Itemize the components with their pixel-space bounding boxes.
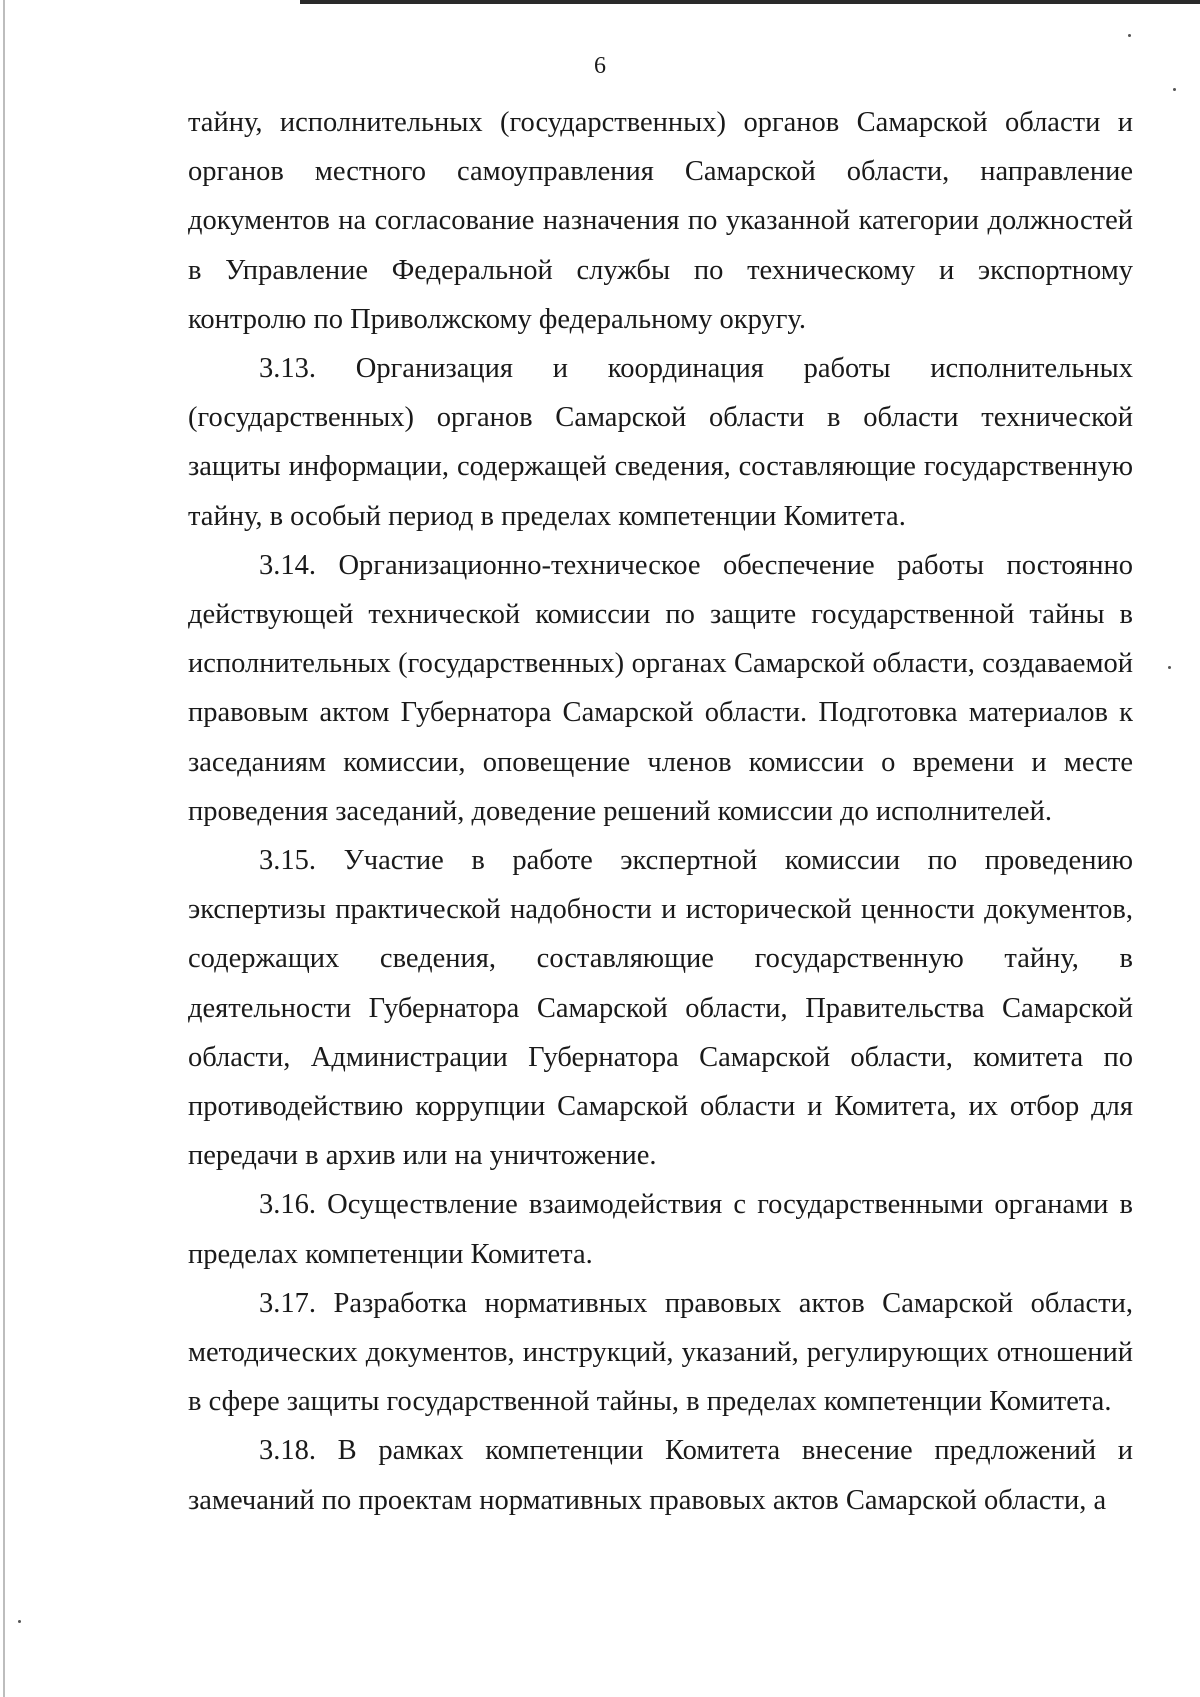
scan-speck <box>1128 34 1131 37</box>
paragraph-3-16: 3.16. Осуществление взаимодействия с государственными органами в пределах компетенции Комитета. <box>188 1189 1133 1270</box>
scan-speck <box>1173 88 1176 91</box>
document-body <box>188 98 1133 1525</box>
paragraph-3-14: 3.14. Организационно-техническое обеспечение работы постоянно действующей технической комиссии по защите государственной тайны в исполнительных (государственных) органах Самарской области, создаваемой правовым актом Губернатора Самарской области. Подготовка материалов к заседаниям комиссии, оповещение членов комиссии о времени и месте проведения заседаний, доведение решений комиссии до исполнителей. <box>188 549 1133 827</box>
scan-speck <box>18 1620 21 1623</box>
page-number: 6 <box>594 53 606 79</box>
paragraph-3-13: 3.13. Организация и координация работы исполнительных (государственных) органов Самарской области в области технической защиты информации, содержащей сведения, составляющие государственную тайну, в особый период в пределах компетенции Комитета. <box>188 353 1133 532</box>
paragraph-3-15: 3.15. Участие в работе экспертной комиссии по проведению экспертизы практической надобности и исторической ценности документов, содержащих сведения, составляющие государственную тайну, в деятельности Губернатора Самарской области, Правительства Самарской области, Администрации Губернатора Самарской области, комитета по противодействию коррупции Самарской области и Комитета, их отбор для передачи в архив или на уничтожение. <box>188 845 1133 1172</box>
scan-edge-left <box>3 0 5 1697</box>
paragraph-3-18: 3.18. В рамках компетенции Комитета внесение предложений и замечаний по проектам нормативных правовых актов Самарской области, а <box>188 1435 1133 1516</box>
paragraph-3-17: 3.17. Разработка нормативных правовых актов Самарской области, методических документов, инструкций, указаний, регулирующих отношений в сфере защиты государственной тайны, в пределах компетенции Комитета. <box>188 1287 1133 1418</box>
paragraph-continuation: тайну, исполнительных (государственных) органов Самарской области и органов местного самоуправления Самарской области, направление документов на согласование назначения по указанной категории должностей в Управление Федеральной службы по техническому и экспортному контролю по Приволжскому федеральному округу. <box>188 107 1133 335</box>
scan-edge-top <box>300 0 1200 4</box>
scan-speck <box>1168 666 1171 669</box>
